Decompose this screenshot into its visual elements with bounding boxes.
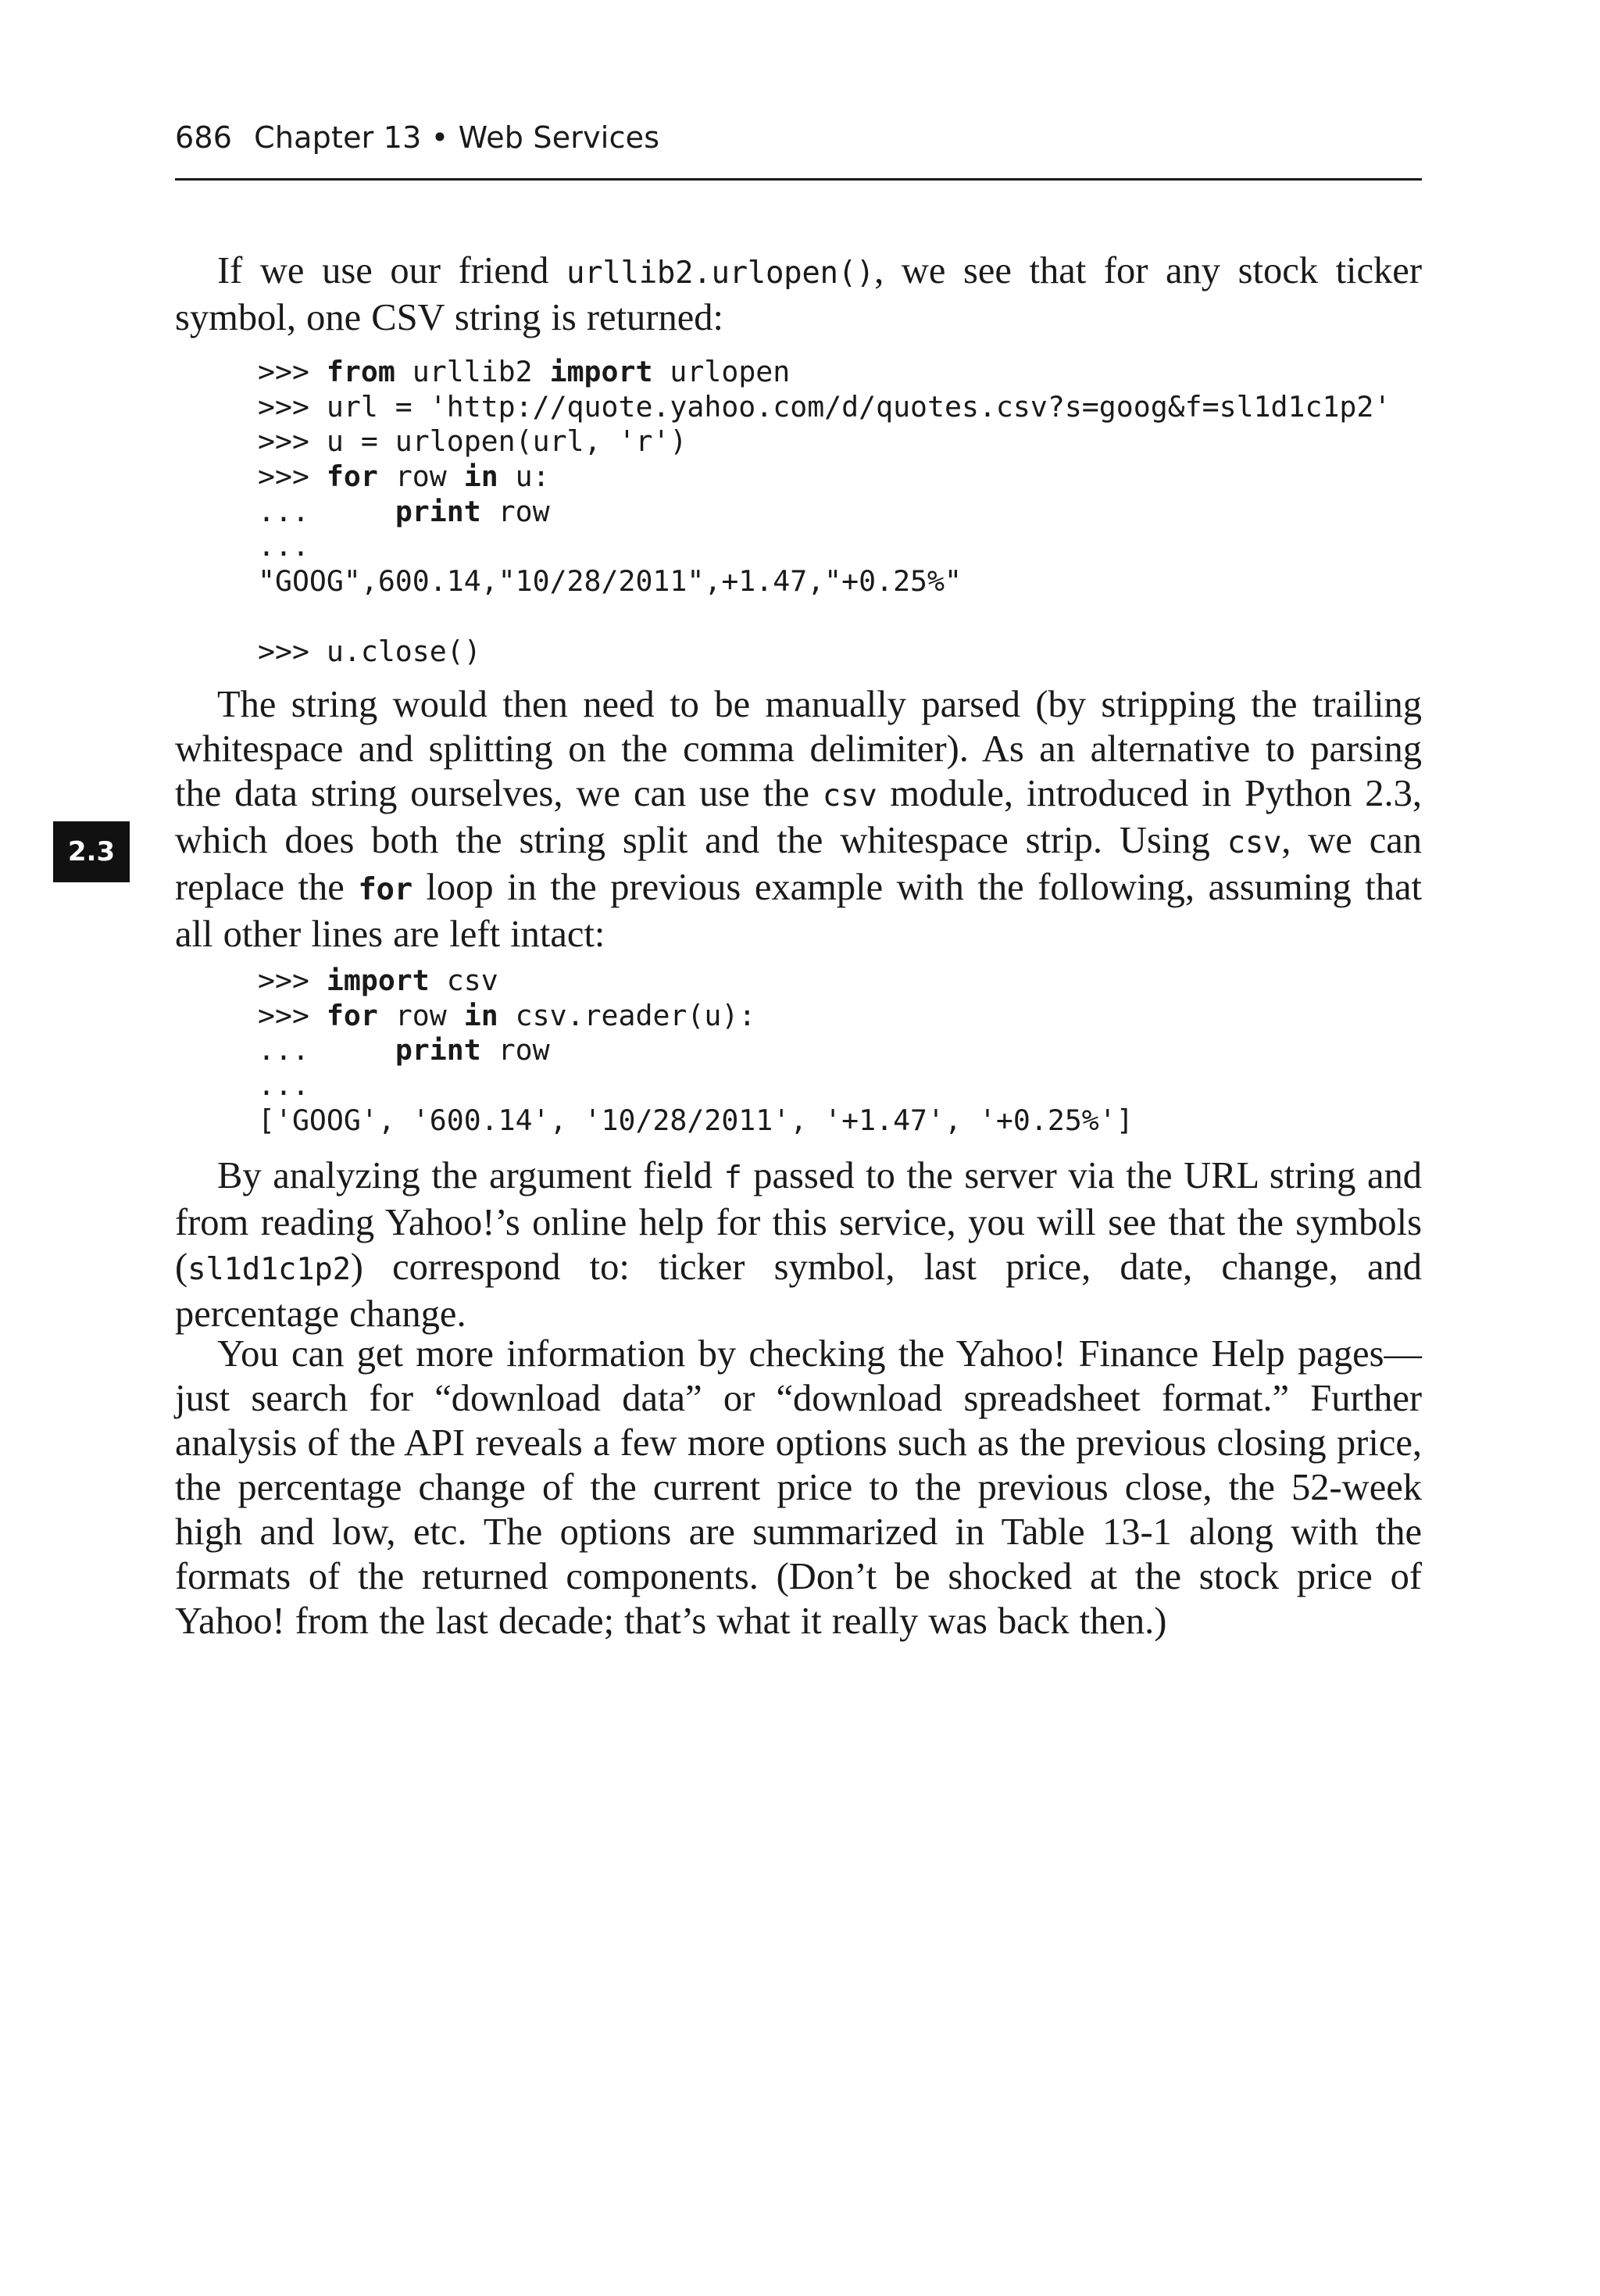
code-block-csv: [258, 964, 1422, 1138]
code-block-urlopen: [258, 355, 1422, 669]
para3-code-f: f: [723, 1161, 742, 1196]
code-line: >>> import csv: [258, 964, 498, 997]
para2-code-for: for: [358, 872, 412, 907]
code-line: >>> u.close(): [258, 634, 481, 668]
para3-code-symbols: sl1d1c1p2: [188, 1252, 351, 1287]
code-line-output: ['GOOG', '600.14', '10/28/2011', '+1.47', '+0.25%']: [258, 1103, 1134, 1137]
paragraph-1: [175, 249, 1422, 340]
para3-text-3: ) correspond to: ticker symbol, last price, date, change, and percentage change.: [175, 1246, 1422, 1335]
code-line: ... print row: [258, 1033, 550, 1068]
code-line-output: "GOOG",600.14,"10/28/2011",+1.47,"+0.25%": [258, 564, 962, 599]
paragraph-3: [175, 1153, 1422, 1336]
code-line: ...: [258, 529, 309, 563]
page-number: 686: [175, 120, 233, 155]
para2-text-3: , we can replace the: [175, 820, 1422, 908]
code-line: ... print row: [258, 494, 550, 528]
para4-text: You can get more information by checking the Yahoo! Finance Help pages—just search for “download data” or “download spreadsheet format.” Further analysis of the API reveals a few more options such as the previous closing price, the percentage change of the current price to the previous close, the 52-week high and low, etc. The options are summarized in Table 13-1 along with the formats of the returned components. (Don’t be shocked at the stock price of Yahoo! from the last decade; that’s what it really was back then.): [175, 1333, 1422, 1642]
paragraph-4: [175, 1332, 1422, 1643]
code-line: >>> for row in u:: [258, 460, 550, 494]
code-line: >>> from urllib2 import urlopen: [258, 355, 791, 388]
para2-code-csv-2: csv: [1227, 825, 1282, 860]
para1-text-2: , we see that for any stock ticker symbol, one CSV string is returned:: [175, 250, 1422, 338]
code-line-blank: [258, 599, 1422, 635]
para1-text-1: If we use our friend: [217, 250, 566, 291]
running-header: [175, 120, 1422, 155]
code-line: >>> u = urlopen(url, 'r'): [258, 424, 688, 459]
para2-text-2: module, introduced in Python 2.3, which does both the string split and the whitespace strip. Using: [175, 773, 1422, 861]
chapter-title: Chapter 13 • Web Services: [254, 120, 660, 155]
para2-text-1: The string would then need to be manually parsed (by stripping the trailing whitespace and splitting on the comma delimiter). As an alternative to parsing the data string ourselves, we can use the: [175, 684, 1422, 814]
para2-text-4: loop in the previous example with the following, assuming that all other lines are left intact:: [175, 867, 1422, 955]
code-line: >>> for row in csv.reader(u):: [258, 998, 756, 1032]
code-line: ...: [258, 1068, 309, 1103]
para3-text-2: passed to the server via the URL string and from reading Yahoo!’s online help for this service, you will see that the symbols (: [175, 1155, 1422, 1288]
para3-text-1: By analyzing the argument field: [217, 1155, 724, 1196]
header-rule: [175, 178, 1422, 181]
version-margin-tab: 2.3: [53, 821, 130, 882]
para2-code-csv: csv: [822, 778, 877, 814]
code-line: >>> url = 'http://quote.yahoo.com/d/quotes.csv?s=goog&f=sl1d1c1p2': [258, 389, 1391, 424]
paragraph-2: [175, 682, 1422, 957]
para1-code-urlopen: urllib2.urlopen(): [566, 256, 875, 291]
